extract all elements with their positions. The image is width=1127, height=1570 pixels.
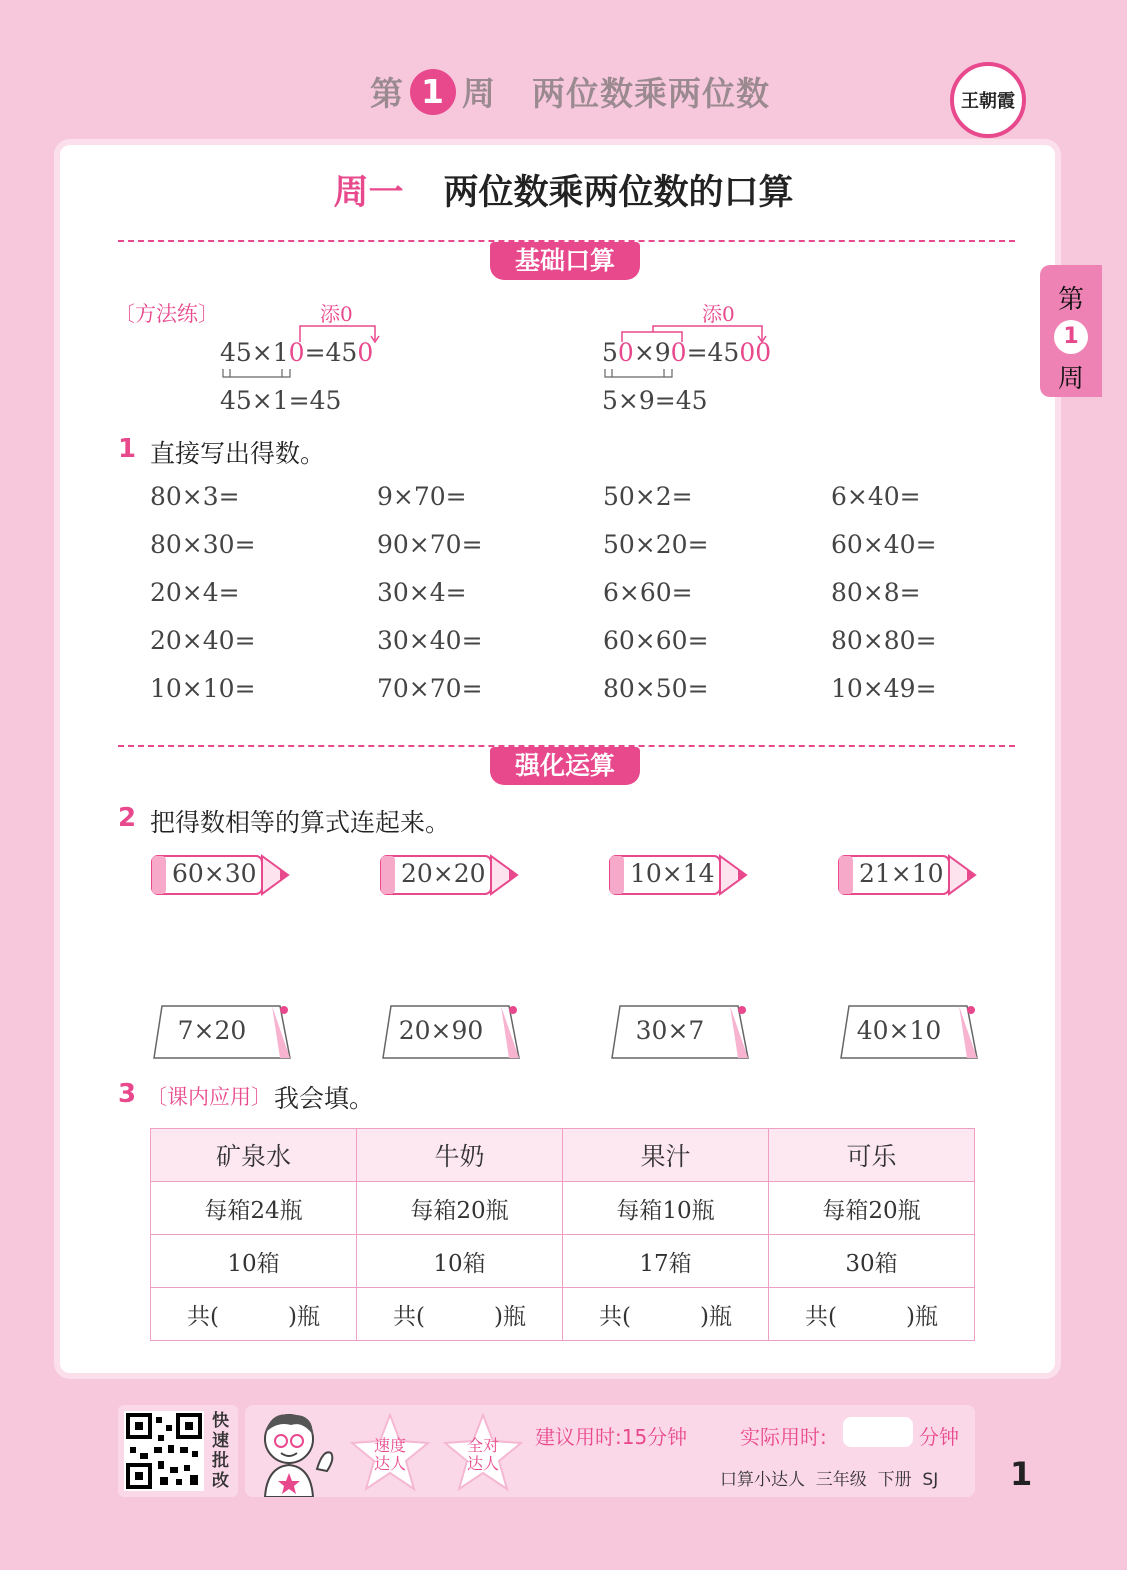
speed-star-badge[interactable] <box>350 1413 430 1493</box>
table-cell: 10箱 <box>357 1235 563 1288</box>
qr-code-icon <box>124 1411 204 1491</box>
problem: 10×10= <box>150 674 256 703</box>
question2-number: 2 <box>118 803 137 833</box>
ex1-part-d: 0 <box>357 338 374 367</box>
problem: 50×2= <box>603 482 693 511</box>
answer-blank-cell[interactable]: 共( )瓶 <box>769 1288 975 1341</box>
question1-number: 1 <box>118 434 137 464</box>
pouch-label: 7×20 <box>177 1016 247 1045</box>
table-header-cell: 矿泉水 <box>151 1129 357 1182</box>
week-side-tab <box>1040 265 1102 397</box>
pencil-expression[interactable] <box>837 853 977 897</box>
week-prefix: 第 <box>370 74 404 113</box>
day-title <box>0 165 1127 215</box>
answer-blank-cell[interactable]: 共( )瓶 <box>563 1288 769 1341</box>
problem: 6×40= <box>831 482 921 511</box>
drinks-table <box>150 1128 975 1341</box>
pencil-expression[interactable] <box>608 853 748 897</box>
table-header-row <box>151 1129 975 1182</box>
example1-main <box>220 338 373 367</box>
table-header-cell: 牛奶 <box>357 1129 563 1182</box>
side-tab-suffix: 周 <box>1057 364 1084 394</box>
pencil-label: 20×20 <box>401 859 486 888</box>
actual-time-input[interactable] <box>843 1417 913 1447</box>
table-cell: 每箱10瓶 <box>563 1182 769 1235</box>
question3-number: 3 <box>118 1079 137 1109</box>
week-topic: 两位数乘两位数 <box>532 74 770 113</box>
ex2-part-d: 0 <box>670 338 687 367</box>
week-title <box>370 68 770 115</box>
problem: 20×4= <box>150 578 240 607</box>
pouch-label: 40×10 <box>856 1016 942 1045</box>
method-label: 〔方法练〕 <box>114 302 219 326</box>
side-tab-number: 1 <box>1054 320 1088 354</box>
ex2-part-a: 5 <box>602 338 618 367</box>
example2-note: 添0 <box>702 302 735 326</box>
example2-bracket <box>602 367 682 381</box>
pencil-label: 60×30 <box>172 859 257 888</box>
ex2-part-e: =45 <box>686 338 740 367</box>
question1-text: 直接写出得数。 <box>150 439 326 468</box>
example1-note: 添0 <box>320 302 353 326</box>
actual-time-label: 实际用时: <box>740 1425 827 1449</box>
ex2-part-c: ×9 <box>633 338 671 367</box>
question3-text: 我会填。 <box>274 1084 375 1113</box>
ex1-part-c: =45 <box>304 338 358 367</box>
qr-code-box[interactable] <box>118 1405 238 1497</box>
table-cell: 每箱20瓶 <box>769 1182 975 1235</box>
pencil-label: 10×14 <box>630 859 715 888</box>
problem: 80×3= <box>150 482 240 511</box>
question3-tag: 〔课内应用〕 <box>146 1085 272 1109</box>
problem: 30×4= <box>377 578 467 607</box>
question2-text: 把得数相等的算式连起来。 <box>150 808 451 837</box>
problem: 90×70= <box>377 530 483 559</box>
problem: 6×60= <box>603 578 693 607</box>
problem: 80×30= <box>150 530 256 559</box>
accuracy-star-badge[interactable] <box>443 1413 523 1493</box>
problem: 20×40= <box>150 626 256 655</box>
book-info: 口算小达人 三年级 下册 SJ <box>720 1470 939 1490</box>
pencil-expression[interactable] <box>379 853 519 897</box>
logo-text: 王朝霞 <box>961 91 1015 112</box>
answer-blank-cell[interactable]: 共( )瓶 <box>151 1288 357 1341</box>
table-cell: 每箱20瓶 <box>357 1182 563 1235</box>
pouch-expression[interactable] <box>152 1002 292 1062</box>
speed-star-label: 速度达人 <box>373 1436 406 1473</box>
problem: 80×80= <box>831 626 937 655</box>
table-row <box>151 1288 975 1341</box>
problem: 10×49= <box>831 674 937 703</box>
example2-main <box>602 338 771 367</box>
lesson-title: 两位数乘两位数的口算 <box>443 173 794 213</box>
actual-time-unit: 分钟 <box>919 1425 959 1449</box>
problem: 80×8= <box>831 578 921 607</box>
table-cell: 30箱 <box>769 1235 975 1288</box>
example1-sub: 45×1=45 <box>220 386 342 415</box>
ex2-part-b: 0 <box>617 338 634 367</box>
example1-bracket <box>220 367 300 381</box>
ex2-part-f: 00 <box>739 338 772 367</box>
cartoon-boy-icon <box>251 1409 341 1497</box>
problem: 60×40= <box>831 530 937 559</box>
pouch-label: 30×7 <box>635 1016 705 1045</box>
day-label: 周一 <box>333 173 404 213</box>
table-header-cell: 可乐 <box>769 1129 975 1182</box>
section-strengthen-label: 强化运算 <box>490 747 640 785</box>
section-basic-label: 基础口算 <box>490 242 640 280</box>
ex1-part-b: 0 <box>288 338 305 367</box>
ex1-part-a: 45×1 <box>220 338 289 367</box>
problem: 50×20= <box>603 530 709 559</box>
problem: 60×60= <box>603 626 709 655</box>
publisher-logo <box>950 62 1026 138</box>
answer-blank-cell[interactable]: 共( )瓶 <box>357 1288 563 1341</box>
problem: 70×70= <box>377 674 483 703</box>
qr-label: 快速批改 <box>212 1411 229 1491</box>
table-row <box>151 1182 975 1235</box>
example2-sub: 5×9=45 <box>602 386 708 415</box>
accuracy-star-label: 全对达人 <box>466 1436 499 1473</box>
problem: 30×40= <box>377 626 483 655</box>
problem: 80×50= <box>603 674 709 703</box>
suggested-time: 建议用时:15分钟 <box>535 1425 688 1449</box>
pouch-expression[interactable] <box>839 1002 979 1062</box>
pencil-label: 21×10 <box>859 859 944 888</box>
problem: 9×70= <box>377 482 467 511</box>
table-cell: 17箱 <box>563 1235 769 1288</box>
table-row <box>151 1235 975 1288</box>
footer-panel <box>245 1405 975 1497</box>
page-number: 1 <box>1010 1455 1033 1493</box>
pencil-expression[interactable] <box>150 853 290 897</box>
table-cell: 10箱 <box>151 1235 357 1288</box>
pouch-expression[interactable] <box>610 1002 750 1062</box>
pouch-label: 20×90 <box>398 1016 484 1045</box>
table-cell: 每箱24瓶 <box>151 1182 357 1235</box>
week-number-badge: 1 <box>410 69 456 115</box>
pouch-expression[interactable] <box>381 1002 521 1062</box>
table-header-cell: 果汁 <box>563 1129 769 1182</box>
week-suffix: 周 <box>462 74 496 113</box>
side-tab-prefix: 第 <box>1057 285 1084 315</box>
